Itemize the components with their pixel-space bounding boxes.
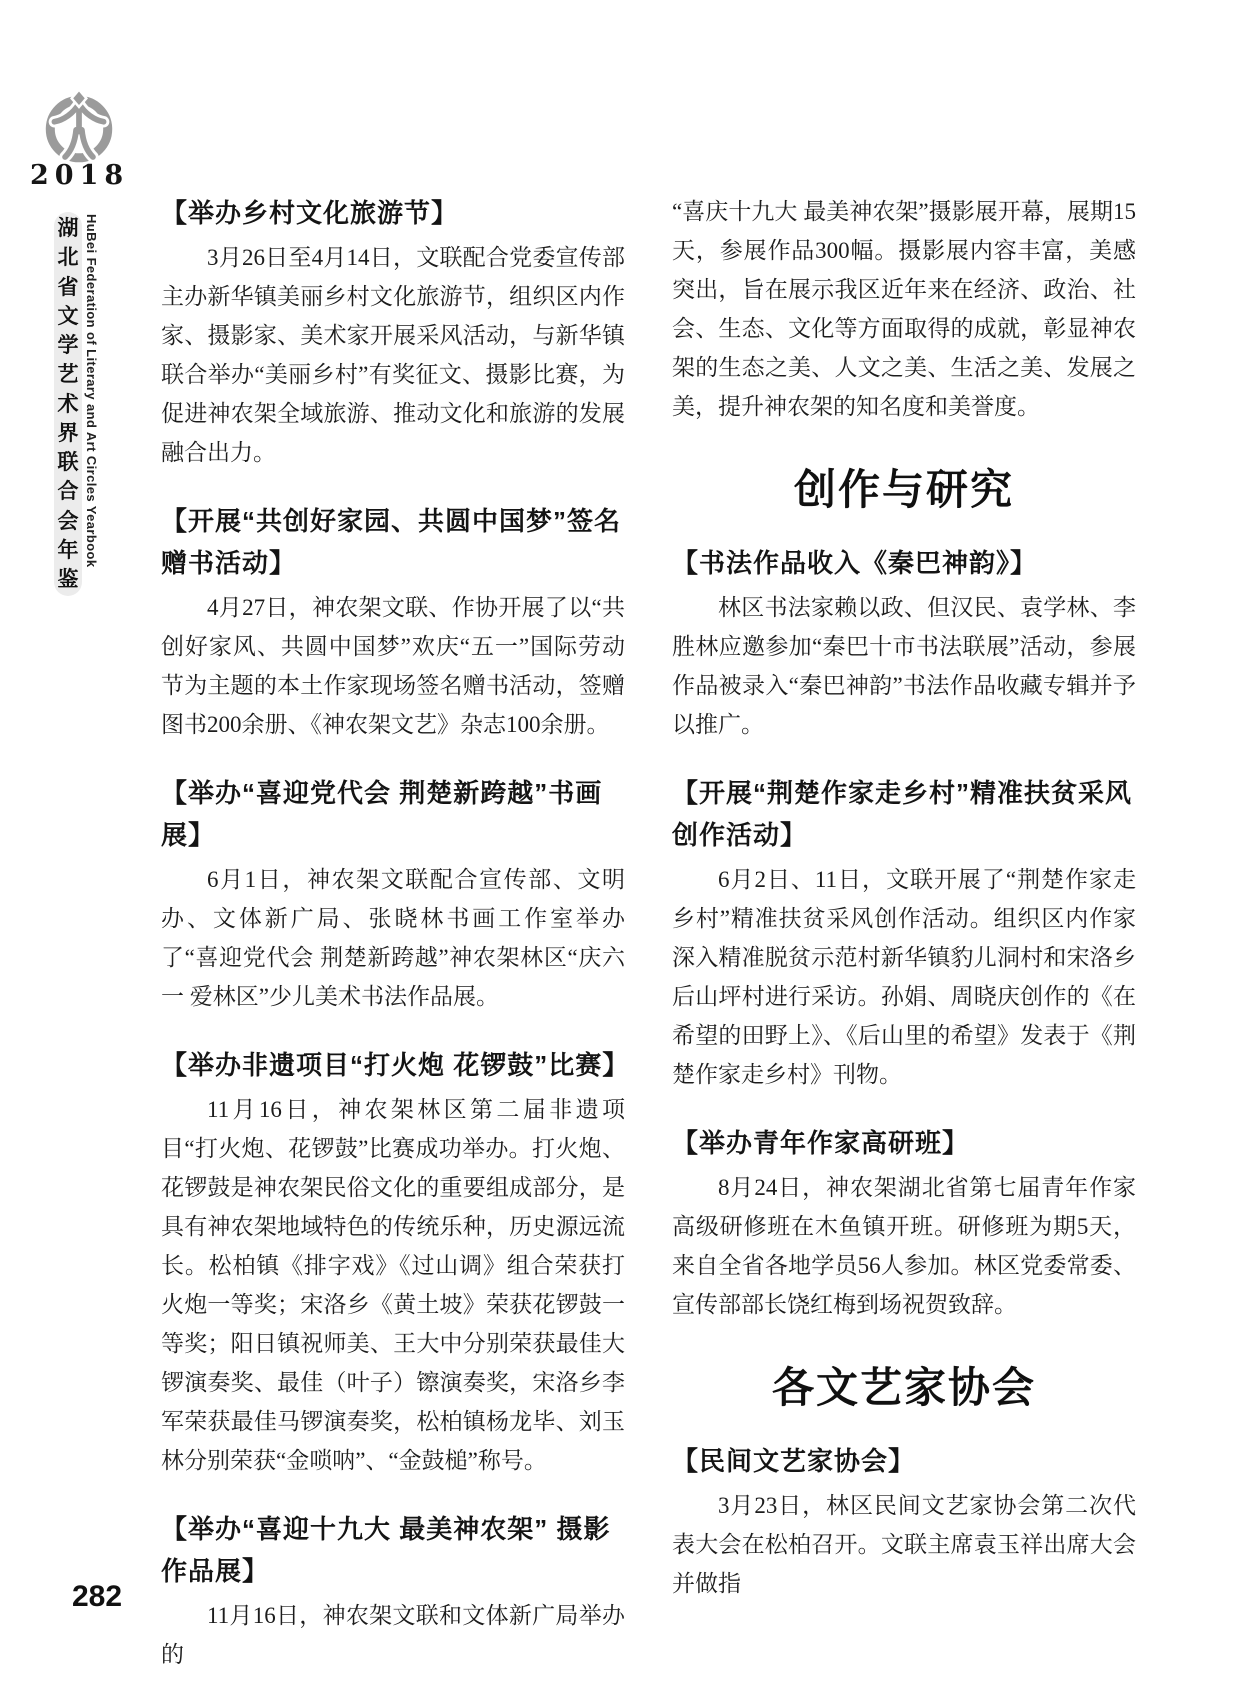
- sidebar-title-char: 术: [57, 392, 79, 416]
- sidebar-title-char: 合: [57, 480, 79, 504]
- sidebar-title-char: 年: [57, 538, 79, 562]
- sidebar-title-char: 鉴: [57, 568, 79, 591]
- federation-emblem-icon: [38, 84, 120, 166]
- body-paragraph: 6月2日、11日，文联开展了“荆楚作家走乡村”精准扶贫采风创作活动。组织区内作家深入精准脱贫示范村新华镇豹儿洞村和宋洛乡后山坪村进行采访。孙娟、周晓庆创作的《在希望的田野上》、《后山里的希望》发表于《荆楚作家走乡村》刊物。: [672, 867, 1136, 1087]
- body-paragraph: “喜庆十九大 最美神农架”摄影展开幕，展期15天，参展作品300幅。摄影展内容丰富，美感突出，旨在展示我区近年来在经济、政治、社会、生态、文化等方面取得的成就，彰显神农架的生态之美、人文之美、生活之美、发展之美，提升神农架的知名度和美誉度。: [672, 199, 1136, 419]
- body-paragraph: 林区书法家赖以政、但汉民、袁学林、李胜林应邀参加“秦巴十市书法联展”活动，参展作品被录入“秦巴神韵”书法作品收藏专辑并予以推广。: [672, 595, 1136, 737]
- entry-heading: 【开展“共创好家园、共圆中国梦”签名赠书活动】: [161, 506, 622, 578]
- entry-heading: 【举办青年作家高研班】: [672, 1128, 970, 1158]
- entry-heading: 【举办乡村文化旅游节】: [161, 198, 459, 228]
- sidebar-title-char: 艺: [57, 363, 79, 387]
- entry-heading: 【书法作品收入《秦巴神韵》】: [672, 548, 1038, 578]
- body-paragraph: 11月16日，神农架文联和文体新广局举办的: [161, 1603, 625, 1667]
- section-title: 创作与研究: [793, 466, 1014, 513]
- left-column: [161, 192, 630, 1674]
- sidebar-title-en: HuBei Federation of Literary and Art Circles Yearbook: [84, 214, 99, 568]
- sidebar-title-char: 联: [57, 451, 79, 474]
- section-title: 各文艺家协会: [771, 1364, 1036, 1411]
- entry-heading: 【举办“喜迎党代会 荆楚新跨越”书画展】: [161, 778, 603, 850]
- sidebar-title-char: 省: [57, 275, 79, 299]
- body-paragraph: 4月27日，神农架文联、作协开展了以“共创好家风、共圆中国梦”欢庆“五一”国际劳动节为主题的本土作家现场签名赠书活动，签赠图书200余册、《神农架文艺》杂志100余册。: [161, 595, 625, 737]
- body-paragraph: 3月26日至4月14日，文联配合党委宣传部主办新华镇美丽乡村文化旅游节，组织区内作家、摄影家、美术家开展采风活动，与新华镇联合举办“美丽乡村”有奖征文、摄影比赛，为促进神农架全域旅游、推动文化和旅游的发展融合出力。: [161, 245, 625, 465]
- sidebar-title-char: 湖: [57, 217, 79, 240]
- page-number: 282: [72, 1580, 123, 1613]
- body-paragraph: 6月1日，神农架文联配合宣传部、文明办、文体新广局、张晓林书画工作室举办了“喜迎党代会 荆楚新跨越”神农架林区“庆六一 爱林区”少儿美术书法作品展。: [161, 867, 625, 1009]
- body-paragraph: 3月23日，林区民间文艺家协会第二次代表大会在松柏召开。文联主席袁玉祥出席大会并做指: [672, 1493, 1136, 1596]
- body-paragraph: 11月16日，神农架林区第二届非遗项目“打火炮、花锣鼓”比赛成功举办。打火炮、花锣鼓是神农架民俗文化的重要组成部分，是具有神农架地域特色的传统乐种，历史源远流长。松柏镇《排字戏》《过山调》组合荣获打火炮一等奖；宋洛乡《黄土坡》荣获花锣鼓一等奖；阳日镇祝师美、王大中分别荣获最佳大锣演奏奖、最佳（叶子）镲演奏奖，宋洛乡李军荣获最佳马锣演奏奖，松柏镇杨龙毕、刘玉林分别荣获“金唢呐”、“金鼓槌”称号。: [161, 1097, 625, 1473]
- sidebar-title-char: 北: [57, 246, 79, 270]
- right-column: [672, 192, 1136, 1603]
- entry-heading: 【举办“喜迎十九大 最美神农架” 摄影作品展】: [161, 1514, 611, 1586]
- sidebar-title-char: 界: [57, 421, 79, 445]
- entry-heading: 【民间文艺家协会】: [672, 1446, 916, 1476]
- entry-heading: 【举办非遗项目“打火炮 花锣鼓”比赛】: [161, 1050, 630, 1080]
- sidebar-title-char: 学: [57, 334, 79, 357]
- sidebar-title-char: 会: [57, 509, 79, 533]
- edition-year: 2018: [30, 160, 130, 191]
- entry-heading: 【开展“荆楚作家走乡村”精准扶贫采风创作活动】: [672, 778, 1133, 850]
- body-paragraph: 8月24日，神农架湖北省第七届青年作家高级研修班在木鱼镇开班。研修班为期5天，来自全省各地学员56人参加。林区党委常委、宣传部部长饶红梅到场祝贺致辞。: [672, 1175, 1136, 1317]
- sidebar-title-char: 文: [57, 304, 79, 328]
- sidebar-title-cn: [54, 212, 82, 596]
